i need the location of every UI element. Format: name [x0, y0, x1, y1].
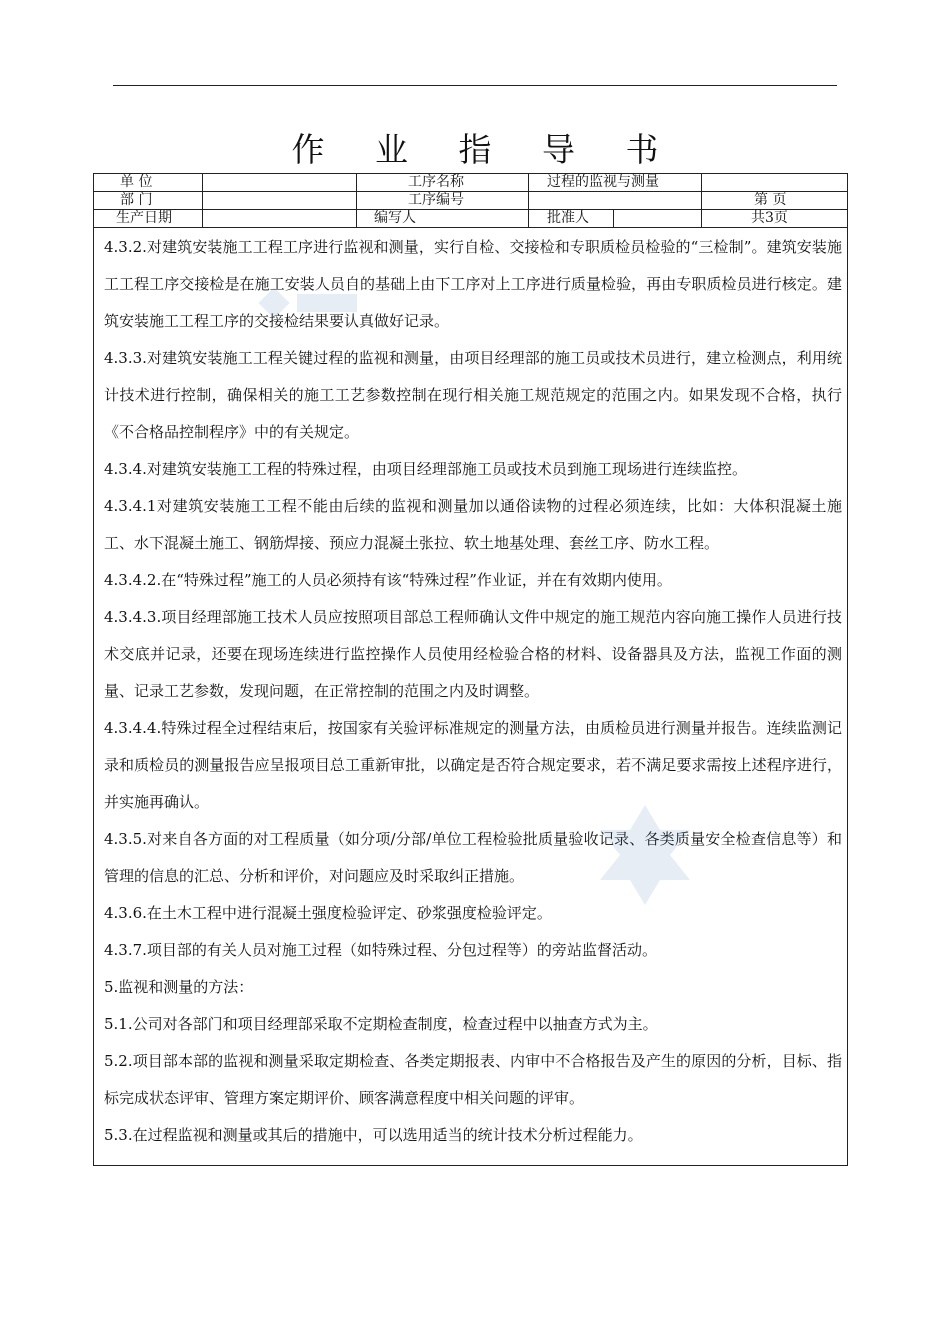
header-col-divider: [528, 174, 529, 227]
department-label: 部 门: [120, 192, 153, 208]
paragraph: 4.3.4.1对建筑安装施工工程不能由后续的监视和测量加以通俗读物的过程必须连续，比如：大体积混凝土施工、水下混凝土施工、钢筋焊接、预应力混凝土张拉、软土地基处理、套丝工序、防水工程。: [104, 497, 842, 552]
paragraph: 4.3.3.对建筑安装施工工程关键过程的监视和测量，由项目经理部的施工员或技术员进行，建立检测点，利用统计技术进行控制，确保相关的施工工艺参数控制在现行相关施工规范规定的范围之内。如果发现不合格，执行《不合格品控制程序》中的有关规定。: [104, 349, 842, 441]
paragraph: 4.3.4.4.特殊过程全过程结束后，按国家有关验评标准规定的测量方法，由质检员进行测量并报告。连续监测记录和质检员的测量报告应呈报项目总工重新审批，以确定是否符合规定要求，若不满足要求需按上述程序进行，并实施再确认。: [104, 719, 842, 811]
paragraph: 5.2.项目部本部的监视和测量采取定期检查、各类定期报表、内审中不合格报告及产生的原因的分析，目标、指标完成状态评审、管理方案定期评价、顾客满意程度中相关问题的评审。: [104, 1052, 842, 1107]
paragraph: 4.3.4.对建筑安装施工工程的特殊过程，由项目经理部施工员或技术员到施工现场进行连续监控。: [104, 460, 747, 478]
paragraph: 5.监视和测量的方法：: [104, 978, 254, 996]
header-col-divider: [613, 209, 614, 227]
header-table: [94, 174, 847, 227]
page-number-label: 第 页: [754, 192, 787, 208]
document-frame: [93, 173, 848, 1166]
paragraph: 5.1.公司对各部门和项目经理部采取不定期检查制度，检查过程中以抽查方式为主。: [104, 1015, 658, 1033]
process-name-label: 工序名称: [408, 174, 464, 190]
document-title: 作 业 指 导 书: [291, 130, 679, 169]
header-col-divider: [356, 174, 357, 227]
process-name-value: 过程的监视与测量: [547, 174, 659, 190]
header-col-divider: [202, 174, 203, 227]
unit-label: 单 位: [120, 174, 153, 190]
paragraph: 4.3.4.2.在“特殊过程”施工的人员必须持有该“特殊过程”作业证，并在有效期内使用。: [104, 571, 672, 589]
paragraph: 4.3.5.对来自各方面的对工程质量（如分项/分部/单位工程检验批质量验收记录、各类质量安全检查信息等）和管理的信息的汇总、分析和评价，对问题应及时采取纠正措施。: [104, 830, 842, 885]
paragraph: 5.3.在过程监视和测量或其后的措施中，可以选用适当的统计技术分析过程能力。: [104, 1126, 643, 1144]
paragraph: 4.3.4.3.项目经理部施工技术人员应按照项目部总工程师确认文件中规定的施工规范内容向施工操作人员进行技术交底并记录，还要在现场连续进行监控操作人员使用经检验合格的材料、设备器具及方法，监视工作面的测量、记录工艺参数，发现问题，在正常控制的范围之内及时调整。: [104, 608, 842, 700]
paragraph: 4.3.7.项目部的有关人员对施工过程（如特殊过程、分包过程等）的旁站监督活动。: [104, 941, 657, 959]
process-number-label: 工序编号: [408, 192, 464, 208]
paragraph: 4.3.6.在土木工程中进行混凝土强度检验评定、砂浆强度检验评定。: [104, 904, 552, 922]
paragraph: 4.3.2.对建筑安装施工工程工序进行监视和测量，实行自检、交接检和专职质检员检验的“三检制”。建筑安装施工工程工序交接检是在施工安装人员自的基础上由下工序对上工序进行质量检验，再由专职质检员进行核定。建筑安装施工工程工序的交接检结果要认真做好记录。: [104, 238, 842, 330]
production-date-label: 生产日期: [116, 210, 172, 226]
watermark-logo-icon: [590, 800, 700, 910]
header-row-divider: [94, 209, 847, 210]
watermark-logo-icon: [255, 280, 365, 340]
total-pages-label: 共3页: [751, 210, 788, 226]
top-rule: [113, 85, 837, 86]
body-content: [104, 229, 842, 1154]
header-bottom-rule: [94, 227, 847, 228]
writer-label: 编写人: [374, 210, 416, 226]
header-row-divider: [94, 191, 847, 192]
approver-label: 批准人: [547, 210, 589, 226]
header-col-divider: [701, 174, 702, 227]
